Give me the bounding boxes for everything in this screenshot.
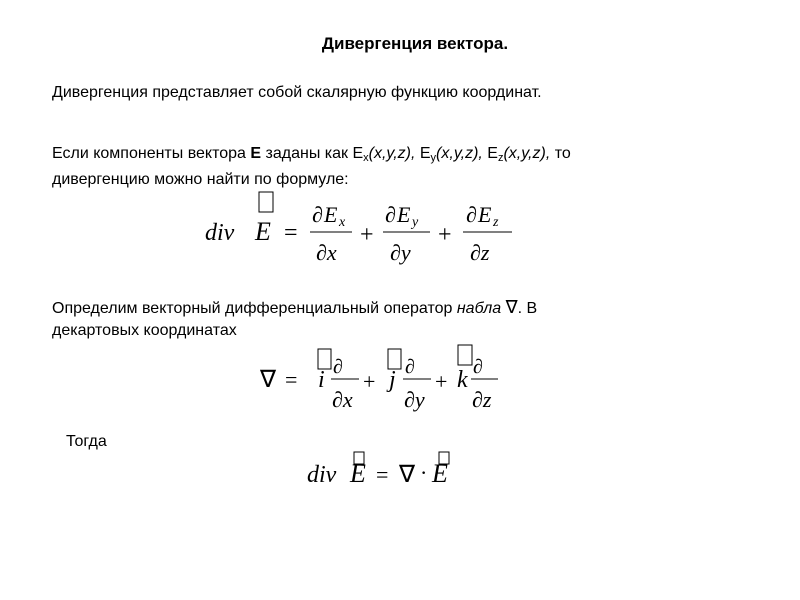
denominator: ∂y <box>390 240 411 265</box>
definition-text: Дивергенция представляет собой скалярную функцию координат. <box>52 84 542 101</box>
vector-arrow-placeholder <box>388 349 401 369</box>
numerator-E: E <box>478 202 492 227</box>
equals-sign: = <box>285 367 298 392</box>
denominator: ∂x <box>332 387 353 412</box>
text-run: дивергенцию можно найти по формуле: <box>52 171 349 188</box>
plus-sign: + <box>360 222 374 248</box>
plus-sign: + <box>438 222 452 248</box>
denominator: ∂y <box>404 387 425 412</box>
args-x: (x,y,z), <box>368 145 420 162</box>
nabla-text <box>52 296 752 342</box>
nabla-symbol: ∇ <box>260 367 277 393</box>
unit-vector-i: i <box>318 367 325 393</box>
denominator: ∂z <box>472 387 492 412</box>
numerator-sub: z <box>493 215 499 230</box>
vector-name: E <box>250 145 262 162</box>
text-run: заданы как <box>261 145 353 162</box>
args-z: (x,y,z), <box>503 145 551 162</box>
component-x: E <box>352 145 364 162</box>
text-run: Определим векторный дифференциальный оператор <box>52 300 457 317</box>
slide-title: Дивергенция вектора. <box>321 34 509 53</box>
plus-sign: + <box>363 369 376 394</box>
partial-symbol: ∂ <box>385 202 396 227</box>
vector-arrow-placeholder <box>318 349 331 369</box>
divergence-nabla-formula <box>302 448 472 493</box>
subscript-z: z <box>497 152 504 164</box>
unit-vector-j: j <box>389 367 396 393</box>
numerator-sub: y <box>412 215 419 230</box>
unit-vector-k: k <box>457 367 468 393</box>
text-run: то <box>550 145 571 162</box>
args-y: (x,y,z), <box>436 145 488 162</box>
nabla-symbol: ∇ <box>399 462 416 488</box>
denominator: ∂z <box>470 240 490 265</box>
components-text <box>52 143 752 191</box>
nabla-word: набла <box>456 300 502 317</box>
denominator: ∂x <box>316 240 337 265</box>
partial-symbol: ∂ <box>333 356 343 378</box>
text-run: Если компоненты вектора <box>52 145 251 162</box>
component-y: E <box>419 145 431 162</box>
vector-arrow-placeholder <box>259 192 273 212</box>
equals-sign: = <box>284 220 298 246</box>
text-run: декартовых координатах <box>52 322 237 339</box>
divergence-formula <box>200 190 530 275</box>
component-z: E <box>487 145 498 162</box>
plus-sign: + <box>435 369 448 394</box>
partial-symbol: ∂ <box>405 356 415 378</box>
then-text: Тогда <box>66 433 107 450</box>
nabla-formula <box>255 343 505 423</box>
partial-symbol: ∂ <box>466 202 477 227</box>
dot-product: · <box>420 460 428 485</box>
nabla-symbol: ∇ <box>505 297 518 317</box>
numerator-E: E <box>397 202 411 227</box>
subscript-x: x <box>363 152 369 164</box>
numerator-sub: x <box>339 215 346 230</box>
vector-E: E <box>432 459 448 488</box>
vector-E: E <box>255 217 271 246</box>
numerator-E: E <box>324 202 338 227</box>
partial-symbol: ∂ <box>312 202 323 227</box>
subscript-y: y <box>430 152 437 164</box>
div-operator: div <box>307 462 337 488</box>
div-operator: div <box>205 220 235 246</box>
vector-arrow-placeholder <box>458 345 472 365</box>
text-run: . В <box>517 300 538 317</box>
partial-symbol: ∂ <box>473 356 483 378</box>
vector-E: E <box>350 459 366 488</box>
equals-sign: = <box>376 462 389 487</box>
